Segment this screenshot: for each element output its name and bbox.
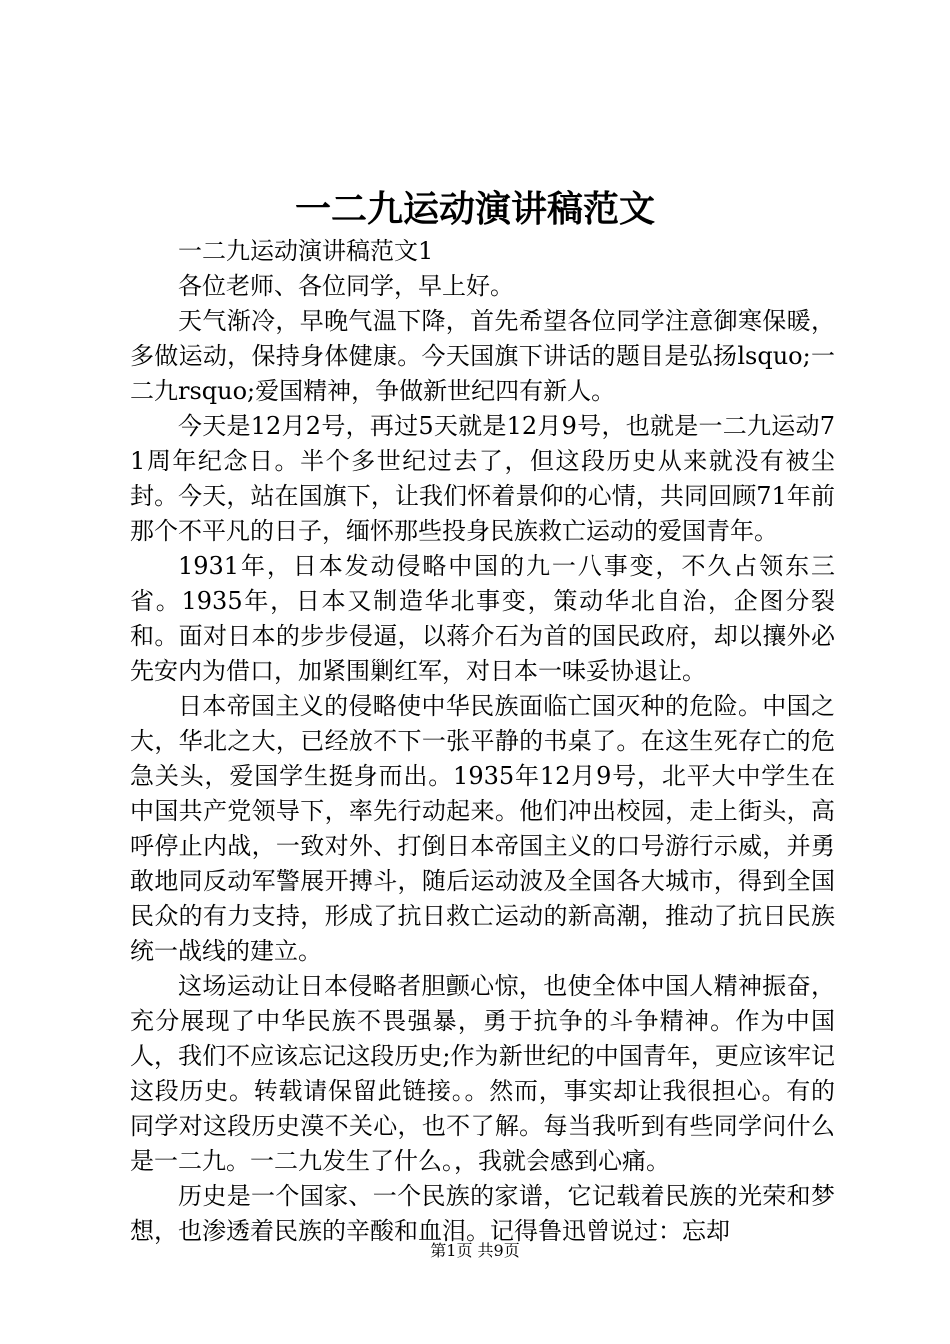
page-footer: 第1页 共9页 (430, 1241, 520, 1260)
document-title: 一二九运动演讲稿范文 (294, 188, 655, 230)
paragraph: 历史是一个国家、一个民族的家谱，它记载着民族的光荣和梦想，也渗透着民族的辛酸和血泪。记得鲁迅曾说过：忘却 (130, 1182, 835, 1245)
paragraph: 日本帝国主义的侵略使中华民族面临亡国灭种的危险。中国之大，华北之大，已经放不下一张平静的书桌了。在这生死存亡的危急关头，爱国学生挺身而出。1935年12月9号，北平大中学生在中国共产党领导下，率先行动起来。他们冲出校园，走上街头，高呼停止内战，一致对外、打倒日本帝国主义的口号游行示威，并勇敢地同反动军警展开搏斗，随后运动波及全国各大城市，得到全国民众的有力支持，形成了抗日救亡运动的新高潮，推动了抗日民族统一战线的建立。 (130, 692, 835, 965)
paragraph: 1931年，日本发动侵略中国的九一八事变，不久占领东三省。1935年，日本又制造华北事变，策动华北自治，企图分裂和。面对日本的步步侵逼，以蒋介石为首的国民政府，却以攘外必先安内为借口，加紧围剿红军，对日本一味妥协退让。 (130, 552, 835, 685)
paragraph: 各位老师、各位同学，早上好。 (178, 272, 514, 300)
document-body (130, 234, 835, 1249)
paragraph: 这场运动让日本侵略者胆颤心惊，也使全体中国人精神振奋，充分展现了中华民族不畏强暴，勇于抗争的斗争精神。作为中国人，我们不应该忘记这段历史;作为新世纪的中国青年，更应该牢记这段历史。转载请保留此链接。。然而，事实却让我很担心。有的同学对这段历史漠不关心，也不了解。每当我听到有些同学问什么是一二九。一二九发生了什么。，我就会感到心痛。 (130, 972, 835, 1175)
paragraph: 一二九运动演讲稿范文1 (178, 237, 434, 265)
paragraph: 今天是12月2号，再过5天就是12月9号，也就是一二九运动71周年纪念日。半个多世纪过去了，但这段历史从来就没有被尘封。今天，站在国旗下，让我们怀着景仰的心情，共同回顾71年前那个不平凡的日子，缅怀那些投身民族救亡运动的爱国青年。 (130, 412, 835, 545)
paragraph: 天气渐冷，早晚气温下降，首先希望各位同学注意御寒保暖，多做运动，保持身体健康。今天国旗下讲话的题目是弘扬lsquo;一二九rsquo;爱国精神，争做新世纪四有新人。 (130, 307, 835, 405)
